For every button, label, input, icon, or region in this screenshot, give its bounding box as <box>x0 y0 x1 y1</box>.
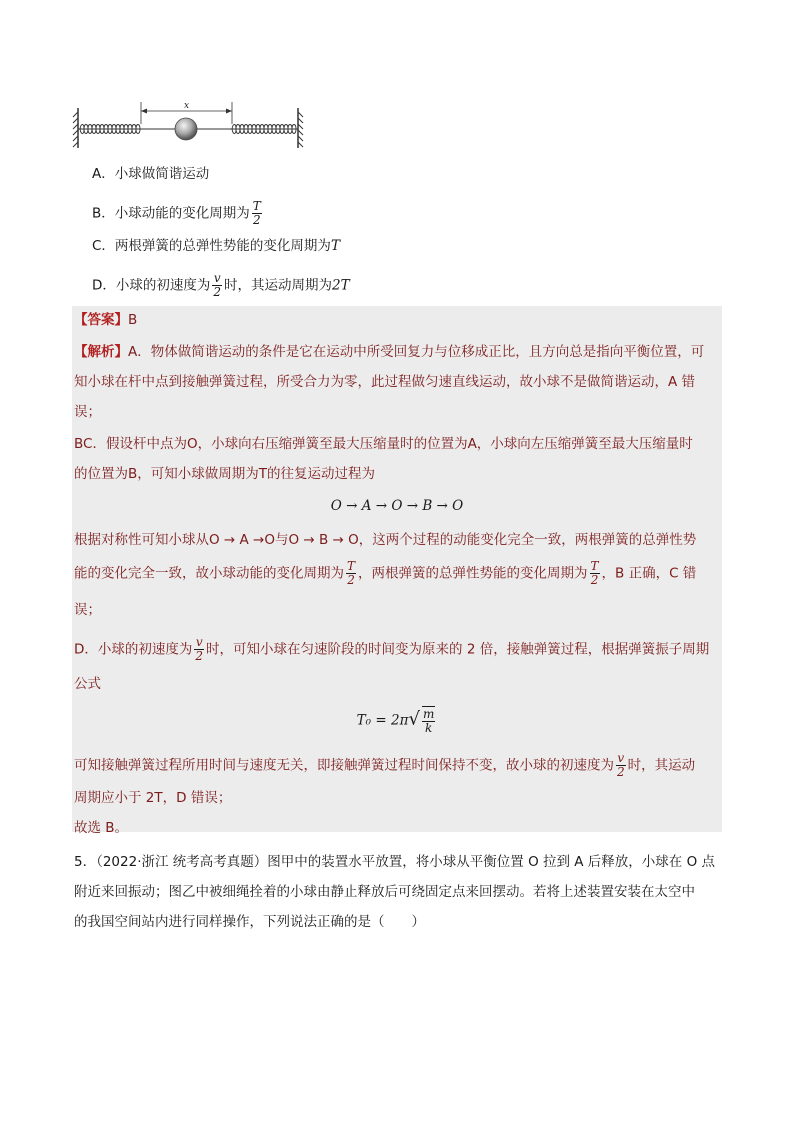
option-d-val: 2T <box>332 277 350 294</box>
ball <box>175 118 197 140</box>
option-c-var: T <box>330 238 340 254</box>
analysis-bracket: 【解析】 <box>74 344 128 360</box>
analysis-a-line2: 知小球在杆中点到接触弹簧过程，所受合力为零，此过程做匀速直线运动，故小球不是做简谐运动，A 错 <box>74 374 696 390</box>
analysis-final: 故选 B。 <box>74 820 129 836</box>
left-wall <box>73 108 78 148</box>
conc-text-a: 可知接触弹簧过程所用时间与速度无关，即接触弹簧过程时间保持不变，故小球的初速度为 <box>74 757 614 774</box>
option-a-text: A．小球做简谐运动 <box>92 166 210 182</box>
d-fraction: $\frac{v}{2}$ <box>195 635 204 663</box>
spring-ball-figure <box>72 98 308 154</box>
analysis-a-text1: A．物体做简谐运动的条件是它在运动中所受回复力与位移成正比，且方向总是指向平衡位置，可 <box>128 344 705 360</box>
d-text-a: D．小球的初速度为 <box>74 641 193 658</box>
formula-period-lhs: T₀ = 2π <box>356 712 409 729</box>
analysis-sym-line1: 根据对称性可知小球从O → A →O与O → B → O，这两个过程的动能变化完全一致，两根弹簧的总弹性势 <box>74 532 697 548</box>
sym-fraction-2: $\frac{T}{2}$ <box>590 559 599 587</box>
option-a <box>92 164 209 184</box>
question5-line2: 附近来回振动；图乙中被细绳拴着的小球由静止释放后可绕固定点来回摆动。若将上述装置安装在太空中 <box>74 884 695 900</box>
sym-text-b: ，两根弹簧的总弹性势能的变化周期为 <box>358 565 588 582</box>
analysis-d-line2: 公式 <box>74 676 101 692</box>
dimension-arrow-right <box>226 109 232 114</box>
conc-text-b: 时，其运动 <box>627 757 696 774</box>
analysis-a-line3: 误； <box>74 404 101 420</box>
option-c-text: C．两根弹簧的总弹性势能的变化周期为 <box>92 238 331 254</box>
formula-cycle: O → A → O → B → O <box>330 498 464 514</box>
analysis-d-line1 <box>74 636 709 663</box>
dimension-arrow-left <box>141 109 147 114</box>
sym-text-a: 能的变化完全一致，故小球动能的变化周期为 <box>74 565 344 582</box>
answer-bracket: 【答案】 <box>74 312 128 328</box>
analysis-sym-line2 <box>74 560 696 587</box>
option-d <box>92 272 350 299</box>
question5-line3: 的我国空间站内进行同样操作，下列说法正确的是（ ） <box>74 914 425 930</box>
option-b <box>92 200 264 227</box>
analysis-bc-line2: 的位置为B，可知小球做周期为T的往复运动过程为 <box>74 466 376 482</box>
analysis-bc-line1: BC．假设杆中点为O，小球向右压缩弹簧至最大压缩量时的位置为A，小球向左压缩弹簧至最大压缩量时 <box>74 436 693 452</box>
conc-fraction: $\frac{v}{2}$ <box>617 751 625 779</box>
answer-value: B <box>128 312 138 328</box>
option-d-text: D．小球的初速度为 <box>92 277 211 294</box>
option-c <box>92 236 340 256</box>
option-d-fraction: $\frac{v}{2}$ <box>213 271 222 299</box>
question5-line1: 5．（2022·浙江 统考高考真题）图甲中的装置水平放置，将小球从平衡位置 O 拉到 A 后释放，小球在 O 点 <box>74 854 716 870</box>
option-d-mid: 时，其运动周期为 <box>224 277 333 294</box>
formula-period <box>72 706 722 735</box>
answer-line <box>74 310 137 330</box>
d-text-b: 时，可知小球在匀速阶段的时间变为原来的 2 倍，接触弹簧过程，根据弹簧振子周期 <box>206 641 710 658</box>
right-wall <box>298 108 303 148</box>
option-b-text: B．小球动能的变化周期为 <box>92 205 250 222</box>
analysis-sym-line3: 误； <box>74 602 101 618</box>
formula-period-fraction: $\frac{m}{k}$ <box>422 707 435 735</box>
sym-text-c: ，B 正确，C 错 <box>601 565 697 582</box>
sqrt-sign: √ <box>408 708 420 730</box>
analysis-conc-line2: 周期应小于 2T，D 错误； <box>74 790 232 806</box>
analysis-conc-line1 <box>74 752 695 779</box>
analysis-a-line1 <box>74 342 704 362</box>
dimension-label: x <box>184 101 190 111</box>
sym-fraction-1: $\frac{T}{2}$ <box>347 559 356 587</box>
option-b-fraction: $\frac{T}{2}$ <box>252 199 261 227</box>
